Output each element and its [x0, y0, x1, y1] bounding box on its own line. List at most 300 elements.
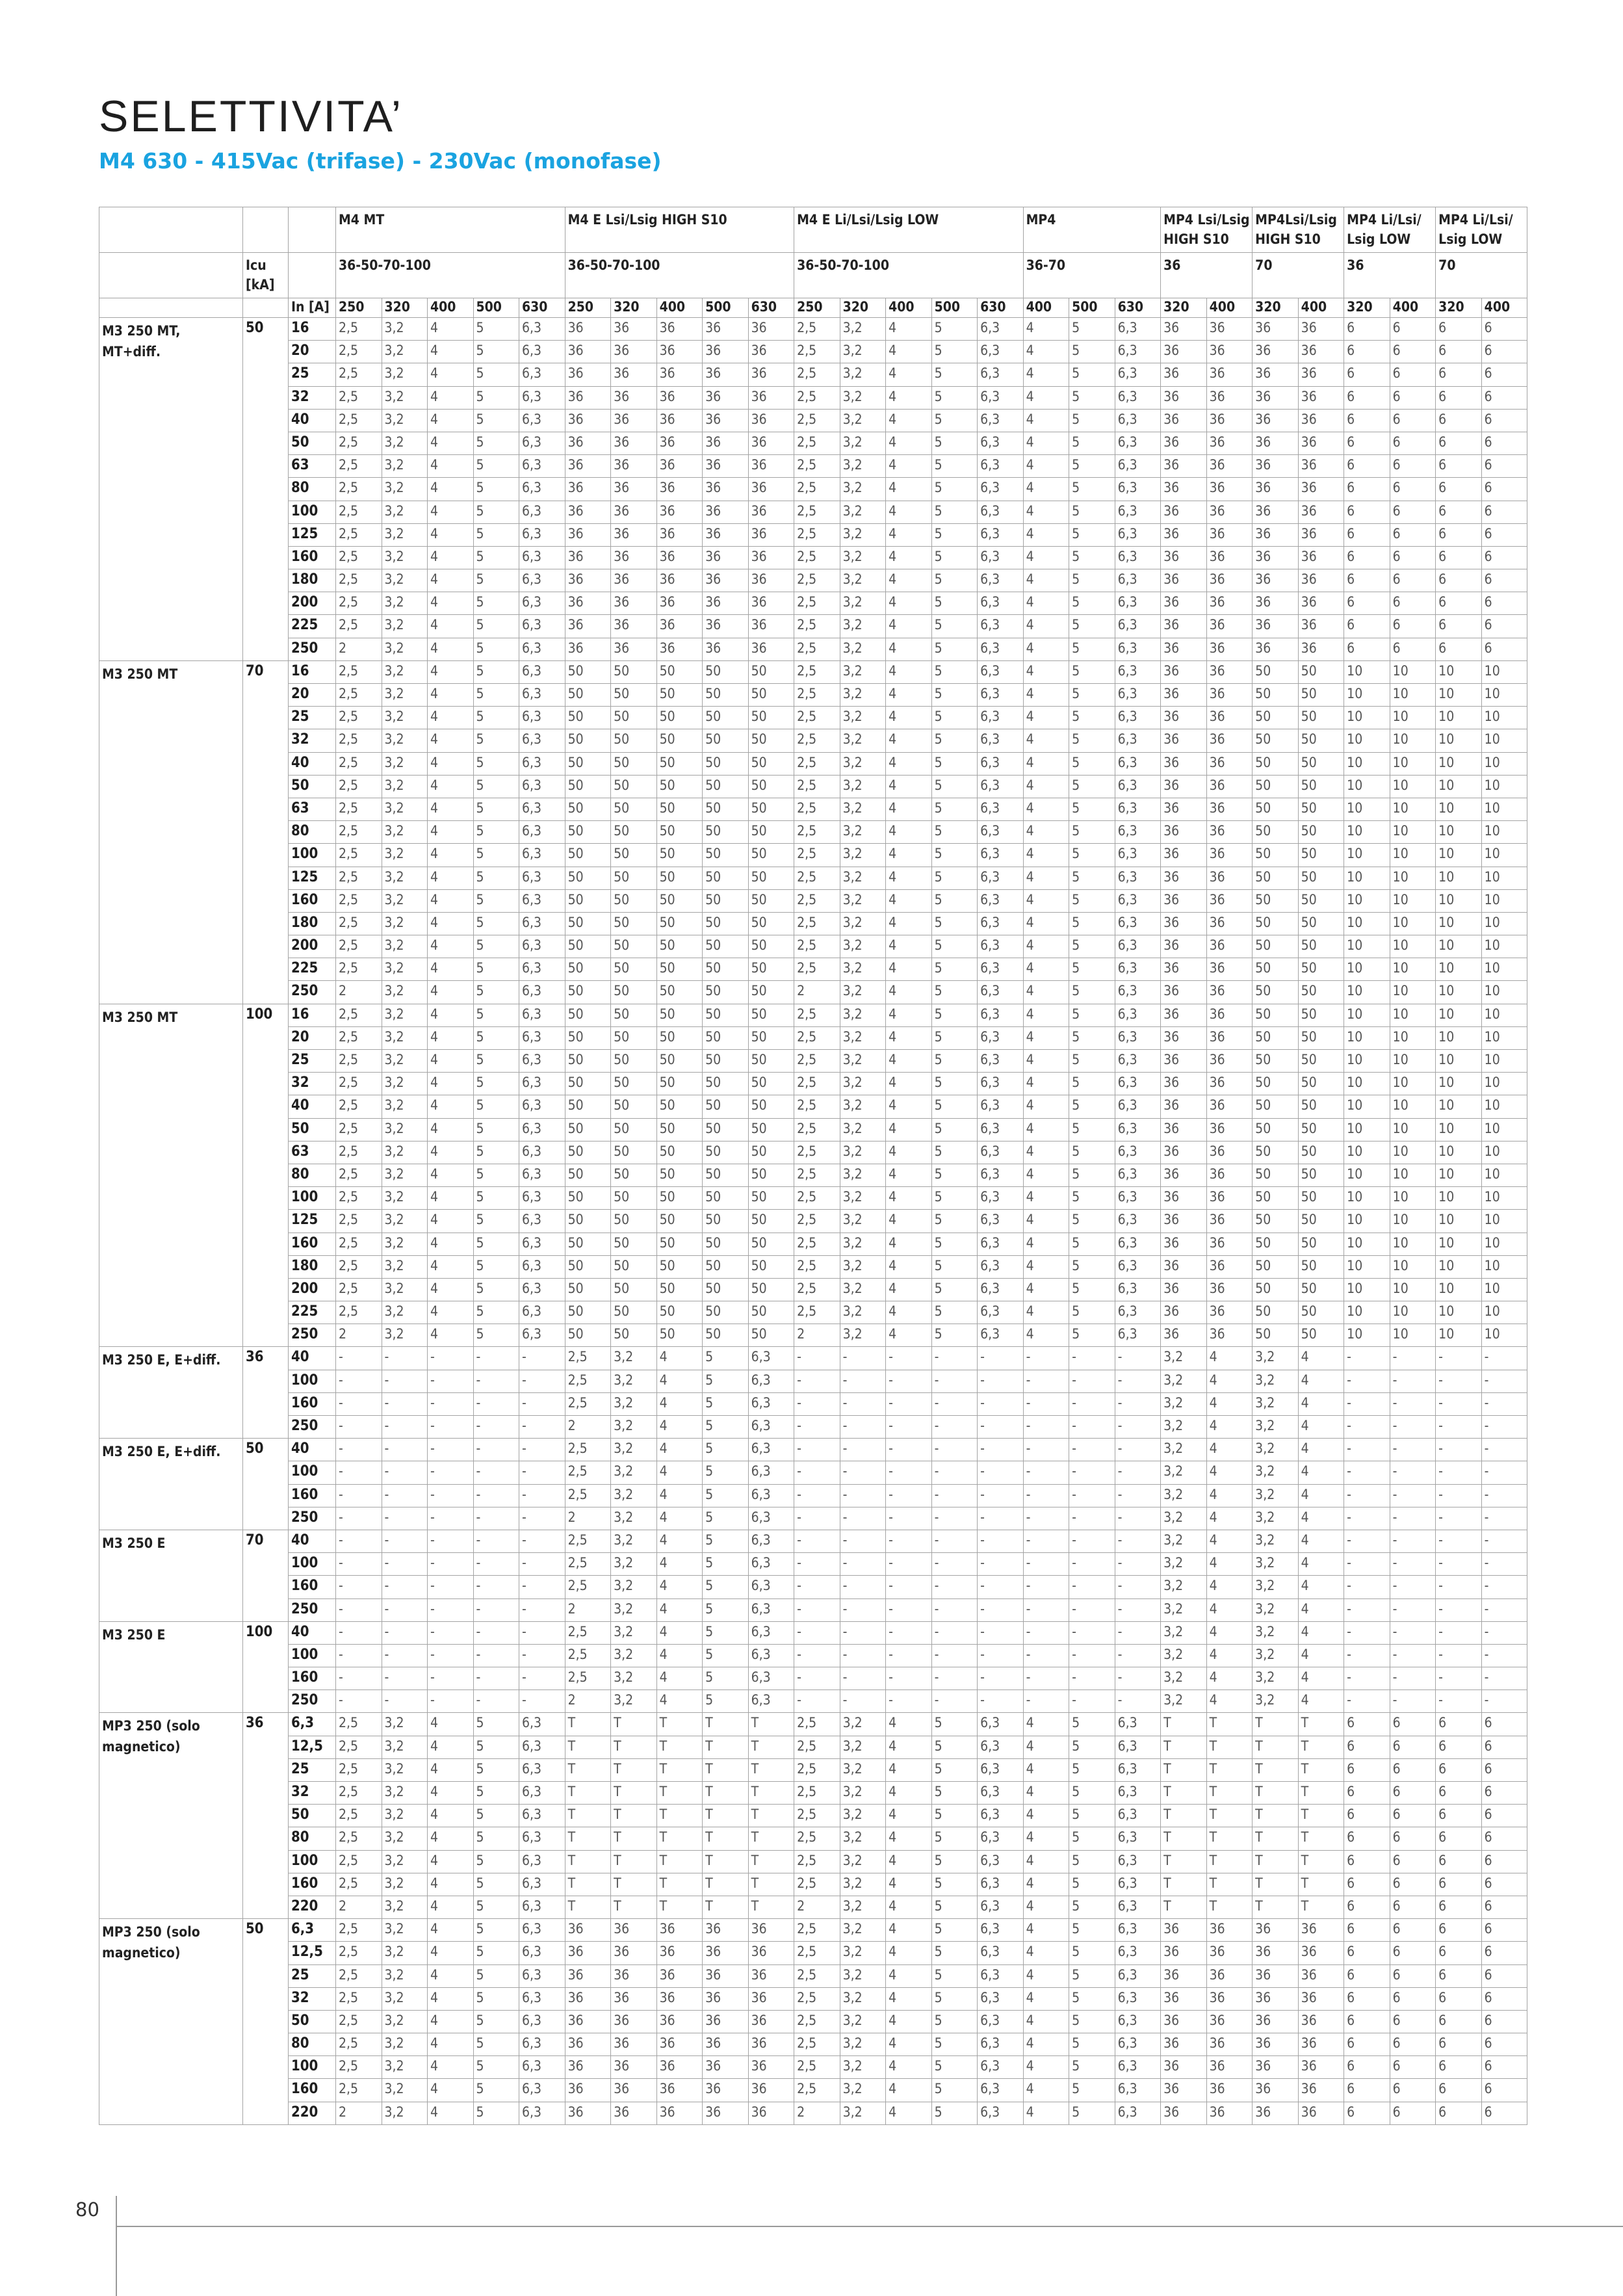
table-cell: 3,2 [382, 478, 428, 501]
table-row [99, 478, 1527, 501]
table-cell: - [794, 1347, 840, 1370]
table-cell: 4 [1206, 1598, 1253, 1621]
table-cell: 36 [1161, 981, 1207, 1004]
table-cell: 6,3 [978, 455, 1024, 478]
table-cell: T [703, 1873, 749, 1896]
table-cell: 50 [611, 1278, 657, 1301]
table-cell: 36 [748, 2010, 794, 2033]
table-cell: 6,3 [519, 1026, 565, 1049]
table-cell: 4 [1023, 1255, 1069, 1278]
table-cell: T [1206, 1805, 1253, 1827]
table-cell: 3,2 [840, 363, 886, 386]
table-cell: 6,3 [519, 409, 565, 432]
table-cell: 50 [565, 935, 611, 958]
table-row [99, 1942, 1527, 1964]
table-cell: - [1023, 1370, 1069, 1392]
table-cell: 6 [1344, 2033, 1390, 2056]
table-cell: T [748, 1713, 794, 1736]
table-cell: 4 [886, 1233, 932, 1255]
table-cell: 4 [656, 1507, 703, 1530]
table-cell: 50 [748, 867, 794, 889]
table-cell: 3,2 [611, 1392, 657, 1415]
table-cell: - [931, 1484, 978, 1507]
table-cell: 6,3 [519, 501, 565, 523]
table-cell: 50 [1253, 1141, 1299, 1164]
table-cell: 10 [1390, 867, 1436, 889]
table-cell: 36 [1206, 341, 1253, 363]
table-cell: 5 [1069, 1896, 1115, 1918]
table-cell: 50 [656, 844, 703, 867]
table-cell: - [886, 1392, 932, 1415]
table-cell: 5 [931, 1095, 978, 1118]
table-cell: 36 [656, 638, 703, 660]
table-cell: 2,5 [336, 844, 382, 867]
table-cell: 4 [1298, 1621, 1344, 1644]
table-cell: 6,3 [978, 341, 1024, 363]
table-cell: 50 [1253, 1233, 1299, 1255]
table-cell: 5 [473, 707, 519, 729]
table-cell: 5 [473, 1964, 519, 1987]
table-cell: 36 [1206, 821, 1253, 844]
table-cell: 5 [473, 958, 519, 981]
table-cell: 4 [428, 1805, 474, 1827]
table-cell: 5 [473, 363, 519, 386]
table-cell: - [519, 1416, 565, 1439]
table-cell: 5 [931, 2010, 978, 2033]
table-cell: 2,5 [336, 523, 382, 546]
table-cell: 10 [1481, 729, 1527, 752]
table-cell: 4 [886, 1050, 932, 1073]
table-cell: 50 [748, 798, 794, 820]
table-cell: 4 [1206, 1553, 1253, 1576]
row-in-value: 100 [289, 2056, 336, 2079]
table-cell: 6,3 [1115, 1736, 1161, 1758]
table-cell: 10 [1344, 1073, 1390, 1095]
table-cell: 36 [565, 501, 611, 523]
table-cell: T [656, 1873, 703, 1896]
table-row [99, 615, 1527, 638]
table-cell: 2,5 [336, 318, 382, 341]
table-cell: 50 [703, 981, 749, 1004]
table-cell: - [1390, 1370, 1436, 1392]
table-cell: 3,2 [840, 1736, 886, 1758]
table-cell: 5 [703, 1439, 749, 1461]
header-in-value: 400 [428, 298, 474, 318]
table-cell: 5 [1069, 1278, 1115, 1301]
table-cell: - [978, 1507, 1024, 1530]
table-cell: 36 [565, 455, 611, 478]
table-cell: 6,3 [519, 1324, 565, 1347]
table-cell: 5 [1069, 432, 1115, 454]
table-cell: 4 [1206, 1392, 1253, 1415]
table-cell: 5 [1069, 1987, 1115, 2010]
table-cell: 5 [931, 660, 978, 683]
table-cell: T [703, 1827, 749, 1850]
table-cell: T [611, 1736, 657, 1758]
table-cell: 6,3 [519, 638, 565, 660]
table-cell: - [931, 1461, 978, 1484]
table-cell: 36 [1298, 592, 1344, 615]
table-cell: 50 [703, 660, 749, 683]
table-cell: 6 [1390, 1713, 1436, 1736]
table-cell: 3,2 [840, 546, 886, 569]
table-cell: 36 [1298, 501, 1344, 523]
table-row [99, 2079, 1527, 2102]
table-cell: - [886, 1576, 932, 1598]
table-cell: 4 [886, 1942, 932, 1964]
table-cell: - [336, 1576, 382, 1598]
table-cell: 36 [1161, 958, 1207, 981]
table-cell: 36 [1253, 409, 1299, 432]
table-cell: - [1436, 1439, 1482, 1461]
table-cell: 36 [656, 569, 703, 592]
table-cell: - [519, 1667, 565, 1690]
table-cell: 4 [886, 341, 932, 363]
table-cell: 5 [703, 1507, 749, 1530]
table-cell: 50 [1253, 1301, 1299, 1324]
table-row [99, 1347, 1527, 1370]
table-cell: 4 [886, 729, 932, 752]
page-number: 80 [75, 2198, 99, 2221]
table-cell: - [473, 1553, 519, 1576]
table-cell: 3,2 [382, 1004, 428, 1026]
table-cell: 4 [656, 1530, 703, 1552]
table-cell: 3,2 [1253, 1507, 1299, 1530]
table-cell: 6,3 [519, 1050, 565, 1073]
table-cell: 6,3 [978, 2033, 1024, 2056]
header-in-value: 250 [565, 298, 611, 318]
table-cell: 4 [886, 1210, 932, 1233]
table-cell: 6 [1436, 478, 1482, 501]
table-cell: - [978, 1392, 1024, 1415]
table-cell: 3,2 [382, 432, 428, 454]
table-cell: - [473, 1690, 519, 1713]
table-cell: 10 [1344, 1233, 1390, 1255]
table-cell: 36 [748, 2102, 794, 2124]
table-cell: 10 [1436, 1073, 1482, 1095]
table-cell: 6 [1436, 592, 1482, 615]
table-cell: 6 [1390, 569, 1436, 592]
table-cell: - [1390, 1598, 1436, 1621]
table-cell: T [748, 1896, 794, 1918]
table-cell: 50 [656, 660, 703, 683]
table-cell: 50 [1298, 1118, 1344, 1141]
table-cell: 6 [1436, 2079, 1482, 2102]
table-cell: 50 [748, 775, 794, 798]
table-row [99, 341, 1527, 363]
table-cell: 50 [703, 1118, 749, 1141]
table-cell: 36 [611, 2102, 657, 2124]
table-cell: 50 [611, 912, 657, 935]
table-cell: 2,5 [565, 1530, 611, 1552]
table-cell: 5 [1069, 363, 1115, 386]
table-cell: 4 [428, 1278, 474, 1301]
table-cell: 2 [336, 1324, 382, 1347]
table-cell: 6 [1390, 1805, 1436, 1827]
table-cell: 3,2 [840, 1301, 886, 1324]
section-icu: 70 [243, 660, 289, 1004]
table-cell: 10 [1344, 1095, 1390, 1118]
table-cell: 6,3 [1115, 2079, 1161, 2102]
table-cell: 50 [1253, 707, 1299, 729]
table-cell: 6,3 [1115, 1805, 1161, 1827]
table-cell: 6,3 [1115, 386, 1161, 409]
table-cell: T [565, 1713, 611, 1736]
table-row [99, 1896, 1527, 1918]
table-cell: 10 [1390, 958, 1436, 981]
table-cell: 50 [1298, 821, 1344, 844]
table-cell: 36 [1161, 1164, 1207, 1186]
table-cell: 50 [565, 798, 611, 820]
table-cell: 6 [1481, 1873, 1527, 1896]
table-cell: 6,3 [748, 1370, 794, 1392]
table-cell: 6,3 [978, 935, 1024, 958]
table-cell: 6 [1390, 1942, 1436, 1964]
table-cell: - [1023, 1690, 1069, 1713]
table-cell: 4 [1023, 478, 1069, 501]
table-cell: 36 [1161, 798, 1207, 820]
table-cell: 5 [931, 867, 978, 889]
table-cell: 4 [1206, 1530, 1253, 1552]
table-cell: 4 [428, 821, 474, 844]
table-cell: 6,3 [519, 1118, 565, 1141]
table-cell: - [931, 1439, 978, 1461]
table-cell: - [519, 1576, 565, 1598]
table-cell: 4 [428, 1919, 474, 1942]
table-cell: 3,2 [840, 752, 886, 775]
table-cell: - [428, 1553, 474, 1576]
table-cell: 6,3 [519, 1782, 565, 1805]
table-cell: 36 [1161, 569, 1207, 592]
table-cell: 2 [336, 2102, 382, 2124]
table-cell: 6,3 [519, 729, 565, 752]
table-cell: 10 [1390, 981, 1436, 1004]
table-row [99, 1598, 1527, 1621]
table-cell: 6,3 [1115, 2102, 1161, 2124]
table-cell: 50 [748, 660, 794, 683]
table-cell: 4 [1023, 958, 1069, 981]
row-in-value: 220 [289, 1896, 336, 1918]
page-subtitle: M4 630 - 415Vac (trifase) - 230Vac (monofase) [99, 148, 662, 174]
table-cell: 2,5 [336, 1210, 382, 1233]
row-in-value: 250 [289, 1416, 336, 1439]
table-cell: T [703, 1713, 749, 1736]
table-cell: 36 [565, 432, 611, 454]
table-cell: 50 [565, 707, 611, 729]
table-cell: 4 [428, 1073, 474, 1095]
table-cell: 36 [1161, 821, 1207, 844]
table-row [99, 1667, 1527, 1690]
table-cell: 4 [428, 478, 474, 501]
table-cell: 6 [1390, 341, 1436, 363]
table-cell: 36 [1206, 660, 1253, 683]
table-cell: 10 [1390, 1118, 1436, 1141]
table-cell: 4 [886, 1782, 932, 1805]
table-cell: 50 [703, 1141, 749, 1164]
table-cell: 2,5 [336, 1233, 382, 1255]
table-cell: 6,3 [1115, 1713, 1161, 1736]
table-cell: T [611, 1827, 657, 1850]
table-cell: 3,2 [611, 1621, 657, 1644]
table-cell: 6,3 [748, 1598, 794, 1621]
table-cell: - [1069, 1553, 1115, 1576]
table-cell: 3,2 [1161, 1392, 1207, 1415]
table-row [99, 684, 1527, 707]
table-cell: 36 [703, 2010, 749, 2033]
table-cell: 3,2 [382, 1050, 428, 1073]
table-cell: 36 [611, 1964, 657, 1987]
table-cell: 5 [1069, 455, 1115, 478]
table-cell: 36 [703, 592, 749, 615]
table-cell: 6,3 [978, 1026, 1024, 1049]
table-cell: 36 [565, 318, 611, 341]
table-cell: 2,5 [336, 432, 382, 454]
row-in-value: 25 [289, 1964, 336, 1987]
table-cell: 6,3 [1115, 958, 1161, 981]
table-cell: 10 [1390, 844, 1436, 867]
table-cell: 3,2 [840, 798, 886, 820]
table-cell: T [1298, 1713, 1344, 1736]
table-cell: - [1069, 1461, 1115, 1484]
table-cell: 10 [1436, 1095, 1482, 1118]
table-cell: 50 [565, 912, 611, 935]
table-cell: 4 [886, 660, 932, 683]
table-cell: 50 [748, 912, 794, 935]
table-cell: 36 [1253, 569, 1299, 592]
table-cell: - [1390, 1484, 1436, 1507]
table-cell: 36 [703, 523, 749, 546]
table-cell: - [978, 1370, 1024, 1392]
table-cell: 5 [473, 752, 519, 775]
table-cell: 2,5 [794, 1050, 840, 1073]
header-in-value: 500 [931, 298, 978, 318]
header-in-value: 320 [1344, 298, 1390, 318]
table-cell: - [840, 1461, 886, 1484]
row-in-value: 250 [289, 1598, 336, 1621]
table-cell: 6,3 [1115, 775, 1161, 798]
table-cell: 36 [703, 478, 749, 501]
table-cell: 6,3 [519, 1873, 565, 1896]
table-cell: 3,2 [1161, 1370, 1207, 1392]
table-cell: 2,5 [794, 1919, 840, 1942]
table-cell: 6,3 [519, 523, 565, 546]
table-cell: 6,3 [978, 798, 1024, 820]
table-cell: 6,3 [978, 1301, 1024, 1324]
table-cell: 5 [1069, 2033, 1115, 2056]
table-cell: 10 [1390, 752, 1436, 775]
table-cell: 10 [1344, 1255, 1390, 1278]
table-cell: 36 [656, 1942, 703, 1964]
table-cell: 2,5 [794, 638, 840, 660]
table-cell: - [1436, 1690, 1482, 1713]
table-cell: 6,3 [519, 2056, 565, 2079]
table-cell: 36 [611, 363, 657, 386]
table-cell: 36 [611, 341, 657, 363]
table-cell: 36 [611, 615, 657, 638]
table-cell: 4 [1298, 1347, 1344, 1370]
table-cell: 50 [656, 1187, 703, 1210]
table-cell: T [656, 1805, 703, 1827]
table-cell: 3,2 [382, 318, 428, 341]
table-cell: T [1161, 1782, 1207, 1805]
table-cell: 36 [748, 615, 794, 638]
table-cell: 3,2 [382, 2056, 428, 2079]
table-cell: 2,5 [336, 775, 382, 798]
row-in-value: 50 [289, 775, 336, 798]
table-cell: 4 [428, 409, 474, 432]
table-cell: 36 [1161, 1233, 1207, 1255]
table-cell: 4 [1206, 1621, 1253, 1644]
table-cell: 50 [611, 1073, 657, 1095]
table-cell: 5 [703, 1553, 749, 1576]
table-cell: - [1023, 1667, 1069, 1690]
table-cell: 10 [1481, 1073, 1527, 1095]
table-cell: 3,2 [840, 981, 886, 1004]
table-row [99, 455, 1527, 478]
table-cell: T [748, 1827, 794, 1850]
table-cell: 2,5 [336, 1164, 382, 1186]
table-cell: 36 [611, 318, 657, 341]
table-cell: 4 [656, 1621, 703, 1644]
table-cell: - [519, 1644, 565, 1667]
table-cell: 10 [1344, 684, 1390, 707]
table-cell: 6,3 [1115, 752, 1161, 775]
table-cell: 10 [1436, 958, 1482, 981]
table-cell: 36 [1253, 1942, 1299, 1964]
row-in-value: 200 [289, 1278, 336, 1301]
table-cell: 5 [1069, 821, 1115, 844]
table-cell: 36 [748, 1987, 794, 2010]
table-row [99, 1782, 1527, 1805]
table-cell: 4 [886, 1736, 932, 1758]
table-cell: 50 [565, 1210, 611, 1233]
table-cell: 5 [473, 1782, 519, 1805]
table-cell: 5 [1069, 2056, 1115, 2079]
table-cell: T [1206, 1736, 1253, 1758]
table-cell: T [1161, 1896, 1207, 1918]
table-cell: - [382, 1507, 428, 1530]
table-cell: 6 [1481, 1827, 1527, 1850]
table-cell: 3,2 [382, 1095, 428, 1118]
table-cell: 6,3 [748, 1553, 794, 1576]
table-cell: 50 [565, 1164, 611, 1186]
table-cell: 6 [1344, 1873, 1390, 1896]
table-cell: 3,2 [1161, 1347, 1207, 1370]
table-cell: 5 [473, 1164, 519, 1186]
table-cell: 6,3 [1115, 2056, 1161, 2079]
table-cell: 5 [1069, 1004, 1115, 1026]
table-cell: 10 [1481, 1141, 1527, 1164]
table-cell: - [1481, 1416, 1527, 1439]
table-cell: 2 [336, 981, 382, 1004]
table-cell: 10 [1344, 912, 1390, 935]
table-cell: - [1069, 1484, 1115, 1507]
table-cell: 36 [611, 409, 657, 432]
table-cell: 50 [703, 707, 749, 729]
table-cell: 6,3 [519, 1278, 565, 1301]
table-cell: 6 [1481, 1850, 1527, 1873]
header-in-value: 320 [1161, 298, 1207, 318]
table-cell: 50 [565, 981, 611, 1004]
table-cell: 10 [1481, 958, 1527, 981]
table-row [99, 1370, 1527, 1392]
table-cell: 36 [748, 318, 794, 341]
table-cell: 5 [1069, 798, 1115, 820]
table-cell: 2,5 [794, 1713, 840, 1736]
table-cell: 36 [1161, 592, 1207, 615]
table-cell: 50 [565, 1278, 611, 1301]
table-cell: 10 [1344, 660, 1390, 683]
